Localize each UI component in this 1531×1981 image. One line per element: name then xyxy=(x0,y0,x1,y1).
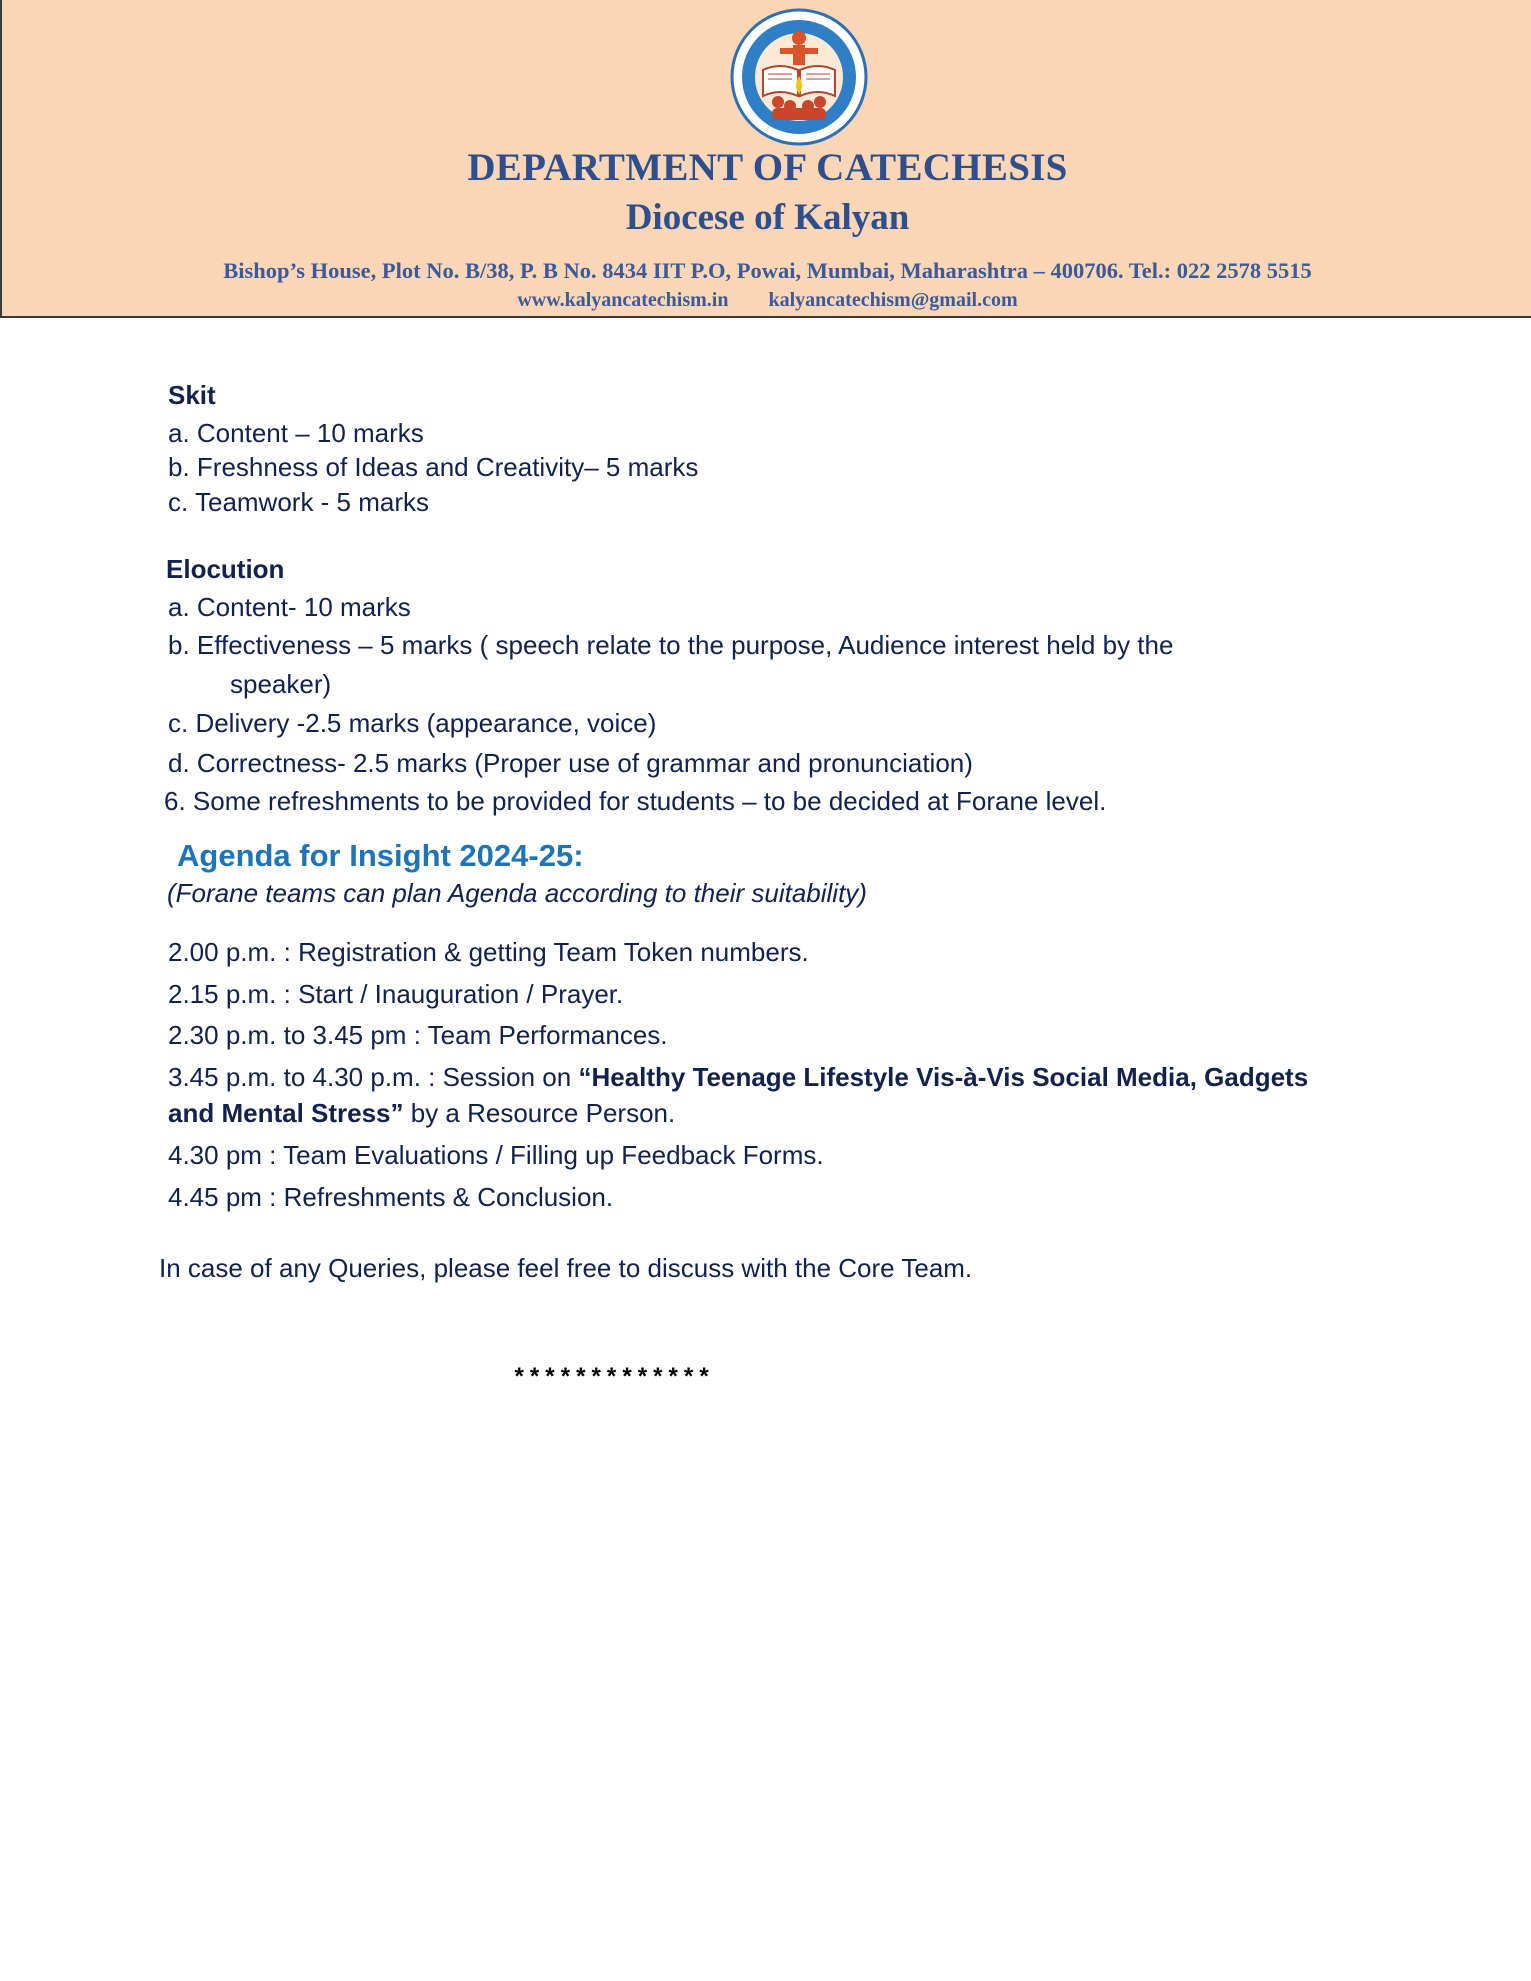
department-title: DEPARTMENT OF CATECHESIS xyxy=(467,146,1068,189)
skit-item: b. Freshness of Ideas and Creativity– 5 marks xyxy=(168,452,699,482)
session-title-continued: and Mental Stress” xyxy=(168,1098,404,1128)
diocese-name: Diocese of Kalyan xyxy=(625,197,910,238)
agenda-item: 2.30 p.m. to 3.45 pm : Team Performances. xyxy=(168,1020,668,1050)
agenda-item: 2.15 p.m. : Start / Inauguration / Prayer. xyxy=(168,979,624,1009)
elocution-item: a. Content- 10 marks xyxy=(168,592,411,622)
skit-item: a. Content – 10 marks xyxy=(168,418,424,448)
skit-item: c. Teamwork - 5 marks xyxy=(168,487,430,517)
end-separator: ************* xyxy=(512,1366,713,1393)
closing-note: In case of any Queries, please feel free to discuss with the Core Team. xyxy=(159,1253,973,1283)
email-link[interactable]: kalyancatechism@gmail.com xyxy=(768,289,1018,311)
session-speaker: by a Resource Person. xyxy=(403,1098,676,1128)
session-title: “Healthy Teenage Lifestyle Vis-à-Vis Social Media, Gadgets xyxy=(578,1062,1309,1092)
session-time: 3.45 p.m. to 4.30 p.m. : Session on xyxy=(168,1062,579,1092)
address-line: Bishop’s House, Plot No. B/38, P. B No. 8434 IIT P.O, Powai, Mumbai, Maharashtra – 400706. Tel.: 022 2578 5515 xyxy=(223,258,1312,283)
agenda-session-continued xyxy=(168,1098,675,1128)
elocution-item-continued: speaker) xyxy=(230,669,332,699)
agenda-item: 4.30 pm : Team Evaluations / Filling up Feedback Forms. xyxy=(168,1140,824,1170)
agenda-item: 4.45 pm : Refreshments & Conclusion. xyxy=(168,1182,614,1212)
refreshments-note: 6. Some refreshments to be provided for students – to be decided at Forane level. xyxy=(164,786,1107,816)
letterhead xyxy=(0,0,1531,318)
skit-heading: Skit xyxy=(168,380,216,410)
agenda-title: Agenda for Insight 2024-25: xyxy=(177,838,584,873)
website-link[interactable]: www.kalyancatechism.in xyxy=(517,289,729,311)
elocution-item: b. Effectiveness – 5 marks ( speech relate to the purpose, Audience interest held by the xyxy=(168,630,1174,660)
elocution-heading: Elocution xyxy=(166,554,285,584)
agenda-item: 2.00 p.m. : Registration & getting Team Token numbers. xyxy=(168,937,809,967)
elocution-item: d. Correctness- 2.5 marks (Proper use of grammar and pronunciation) xyxy=(168,748,973,778)
catechesis-seal-icon xyxy=(730,8,868,146)
agenda-session-item xyxy=(168,1062,1308,1092)
agenda-note: (Forane teams can plan Agenda according to their suitability) xyxy=(167,878,867,908)
elocution-item: c. Delivery -2.5 marks (appearance, voice) xyxy=(168,708,657,738)
contact-line xyxy=(2,289,1531,312)
